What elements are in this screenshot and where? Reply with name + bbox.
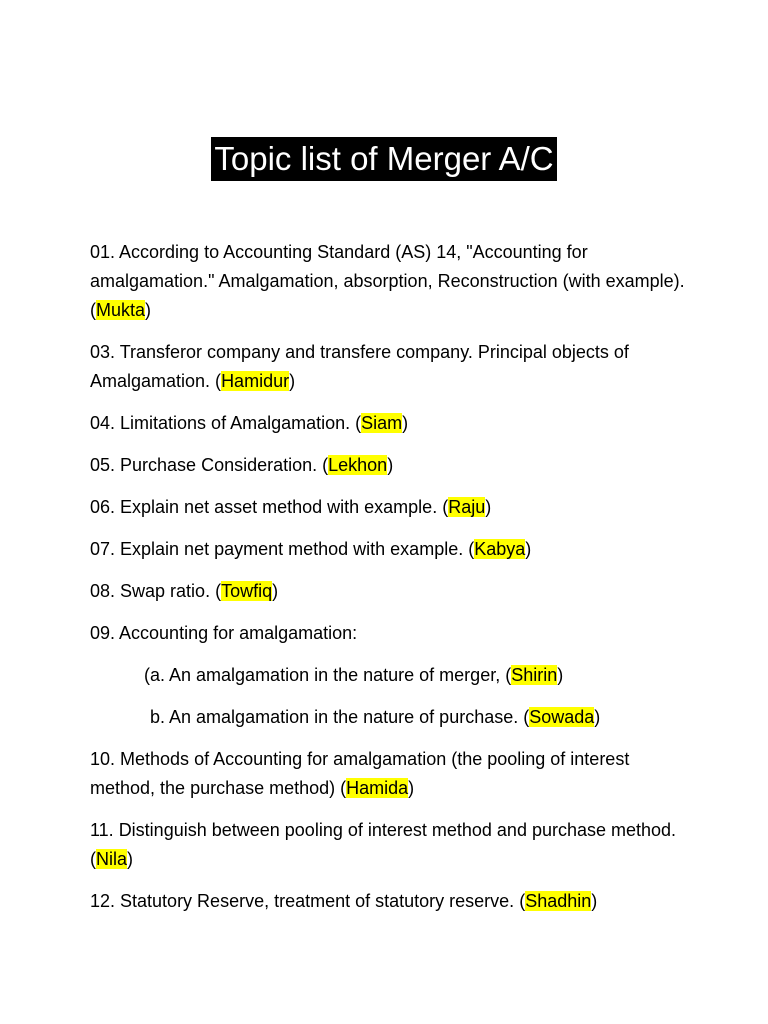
assignee-name: Mukta — [96, 300, 146, 320]
item-close: ) — [387, 455, 394, 475]
item-text: 10. Methods of Accounting for amalgamation (the pooling of interest method, the purchase method) ( — [90, 749, 630, 798]
assignee-name: Siam — [361, 413, 403, 433]
item-close: ) — [145, 300, 152, 320]
item-text: 05. Purchase Consideration. ( — [90, 455, 329, 475]
list-item — [90, 493, 690, 522]
item-close: ) — [557, 665, 564, 685]
page-title: Topic list of Merger A/C — [211, 137, 556, 181]
assignee-name: Towfiq — [221, 581, 273, 601]
item-text: 11. Distinguish between pooling of interest method and purchase method. ( — [90, 820, 677, 869]
assignee-name: Shirin — [511, 665, 558, 685]
list-item — [90, 409, 690, 438]
title-wrap — [0, 137, 768, 181]
item-close: ) — [594, 707, 601, 727]
list-item — [90, 338, 690, 396]
assignee-name: Lekhon — [328, 455, 388, 475]
item-text: 09. Accounting for amalgamation: — [90, 623, 358, 643]
item-close: ) — [591, 891, 598, 911]
assignee-name: Hamida — [346, 778, 409, 798]
list-subitem — [90, 661, 690, 690]
list-item — [90, 816, 690, 874]
assignee-name: Sowada — [529, 707, 595, 727]
assignee-name: Nila — [96, 849, 128, 869]
list-item — [90, 887, 690, 916]
list-item — [90, 535, 690, 564]
item-text: 12. Statutory Reserve, treatment of statutory reserve. ( — [90, 891, 526, 911]
list-item — [90, 238, 690, 325]
item-text: 01. According to Accounting Standard (AS) 14, "Accounting for amalgamation." Amalgamation, absorption, Reconstruction (with example). ( — [90, 242, 685, 320]
item-text: 07. Explain net payment method with example. ( — [90, 539, 475, 559]
list-item — [90, 745, 690, 803]
item-close: ) — [525, 539, 532, 559]
item-text: 06. Explain net asset method with example. ( — [90, 497, 449, 517]
list-subitem — [90, 703, 690, 732]
item-close: ) — [289, 371, 296, 391]
topic-list — [90, 238, 690, 929]
list-item — [90, 451, 690, 480]
item-text: 03. Transferor company and transfere company. Principal objects of Amalgamation. ( — [90, 342, 629, 391]
assignee-name: Hamidur — [221, 371, 290, 391]
assignee-name: Kabya — [474, 539, 526, 559]
item-close: ) — [127, 849, 134, 869]
list-item — [90, 577, 690, 606]
assignee-name: Raju — [448, 497, 486, 517]
list-item — [90, 619, 690, 648]
item-close: ) — [485, 497, 492, 517]
item-text: (a. An amalgamation in the nature of merger, ( — [144, 665, 512, 685]
item-text: 04. Limitations of Amalgamation. ( — [90, 413, 362, 433]
item-close: ) — [408, 778, 415, 798]
item-text: 08. Swap ratio. ( — [90, 581, 222, 601]
assignee-name: Shadhin — [525, 891, 592, 911]
item-close: ) — [272, 581, 279, 601]
item-close: ) — [402, 413, 409, 433]
item-text: b. An amalgamation in the nature of purchase. ( — [150, 707, 530, 727]
